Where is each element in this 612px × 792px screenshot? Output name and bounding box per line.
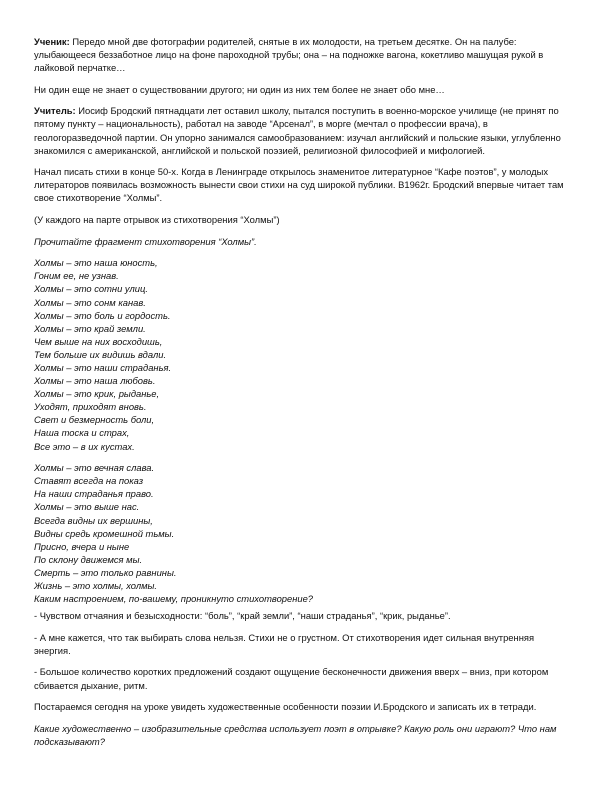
poem-line: Гоним ее, не узнав. [34,270,119,282]
poem-line: Холмы – это сонм канав. [34,296,146,308]
poem-line: Присно, вчера и ныне [34,540,130,552]
poem-line: Холмы – это наша любовь. [34,375,156,387]
speaker-teacher: Учитель: [34,105,76,117]
poem-line: Каким настроением, по-вашему, проникнуто стихотворение? [34,593,314,605]
poem-line: Видны средь кромешной тьмы. [34,527,175,539]
teacher-text: Иосиф Бродский пятнадцати лет оставил школу, пытался поступить в военно-морское училище (не принят по пятому пункту – национальность), работал на заводе “Арсенал”, в морге (мечтал о профессии врача), в геологоразведочной партии. Он упорно занимался самообразованием: изучал английский и польские языки, углубленно знакомился с американской, английской и польской поэзией, религиозной философией и мифологией. [34,105,561,156]
poem-line: Холмы – это край земли. [34,322,146,334]
poem-line: Холмы – это вечная слава. [34,462,155,474]
poem-line: Уходят, приходят вновь. [34,401,147,413]
poem-line: Холмы – это выше нас. [34,501,140,513]
poem-stanza-1 [34,256,572,452]
answer-2: - А мне кажется, что так выбирать слова нельзя. Стихи не о грустном. От стихотворения идет сильная внутренняя энергия. [34,631,535,656]
poem-line: Всегда видны их вершины, [34,514,153,526]
poem-line: Чем выше на них восходишь, [34,335,163,347]
poem-line: Наша тоска и страх, [34,427,130,439]
student-paragraph [34,35,572,74]
student-text: Передо мной две фотографии родителей, снятые в их молодости, на третьем десятке. Он на палубе: улыбающееся беззаботное лицо на фоне пароходной трубы; она – на подножке вагона, кокетливо машущая рукой в лайковой перчатке… [34,36,544,74]
poem-line: Холмы – это сотни улиц. [34,283,148,295]
speaker-student: Ученик: [34,36,70,47]
question-paragraph: Какие художественно – изобразительные средства использует поэт в отрывке? Какую роль они играют? Что нам подсказывают? [34,722,557,747]
poem-line: Смерть – это только равнины. [34,566,177,578]
poem-line: Холмы – это боль и гордость. [34,309,171,321]
paragraph-2: Ни один еще не знает о существовании другого; ни один из них тем более не знает обо мне… [34,83,445,95]
paragraph-7: Постараемся сегодня на уроке увидеть художественные особенности поэзии И.Бродского и записать их в тетради. [34,701,537,713]
poem-line: Все это – в их кустах. [34,440,135,452]
poem-line: Холмы – это наши страданья. [34,361,172,373]
poem-stanza-2 [34,461,572,605]
answer-3: - Большое количество коротких предложений создают ощущение бесконечности движения вверх – вниз, при котором сбивается дыхание, ритм. [34,666,549,691]
poem-line: Тем больше их видишь вдали. [34,348,167,360]
poem-line: По склону движемся мы. [34,553,143,565]
paragraph-4: Начал писать стихи в конце 50-х. Когда в Ленинграде открылось знаменитое литературное “Кафе поэтов”, у молодых литераторов появилась возможность вынести свои стихи на суд широкой публики. В1962г. Бродский впервые читает там свое стихотворение “Холмы”. [34,166,564,204]
poem-line: Холмы – это наша юность, [34,257,158,269]
poem-line: Жизнь – это холмы, холмы. [34,579,158,591]
reading-prompt: Прочитайте фрагмент стихотворения “Холмы”. [34,235,257,247]
poem-line: Холмы – это крик, рыданье, [34,388,160,400]
teacher-paragraph [34,104,572,156]
paragraph-5: (У каждого на парте отрывок из стихотворения “Холмы”) [34,214,280,226]
poem-line: Ставят всегда на показ [34,475,144,487]
poem-line: Свет и безмерность боли, [34,414,155,426]
answer-1: - Чувством отчаяния и безысходности: “боль”, “край земли”, “наши страданья”, “крик, рыданье”. [34,610,451,622]
poem-line: На наши страданья право. [34,488,154,500]
